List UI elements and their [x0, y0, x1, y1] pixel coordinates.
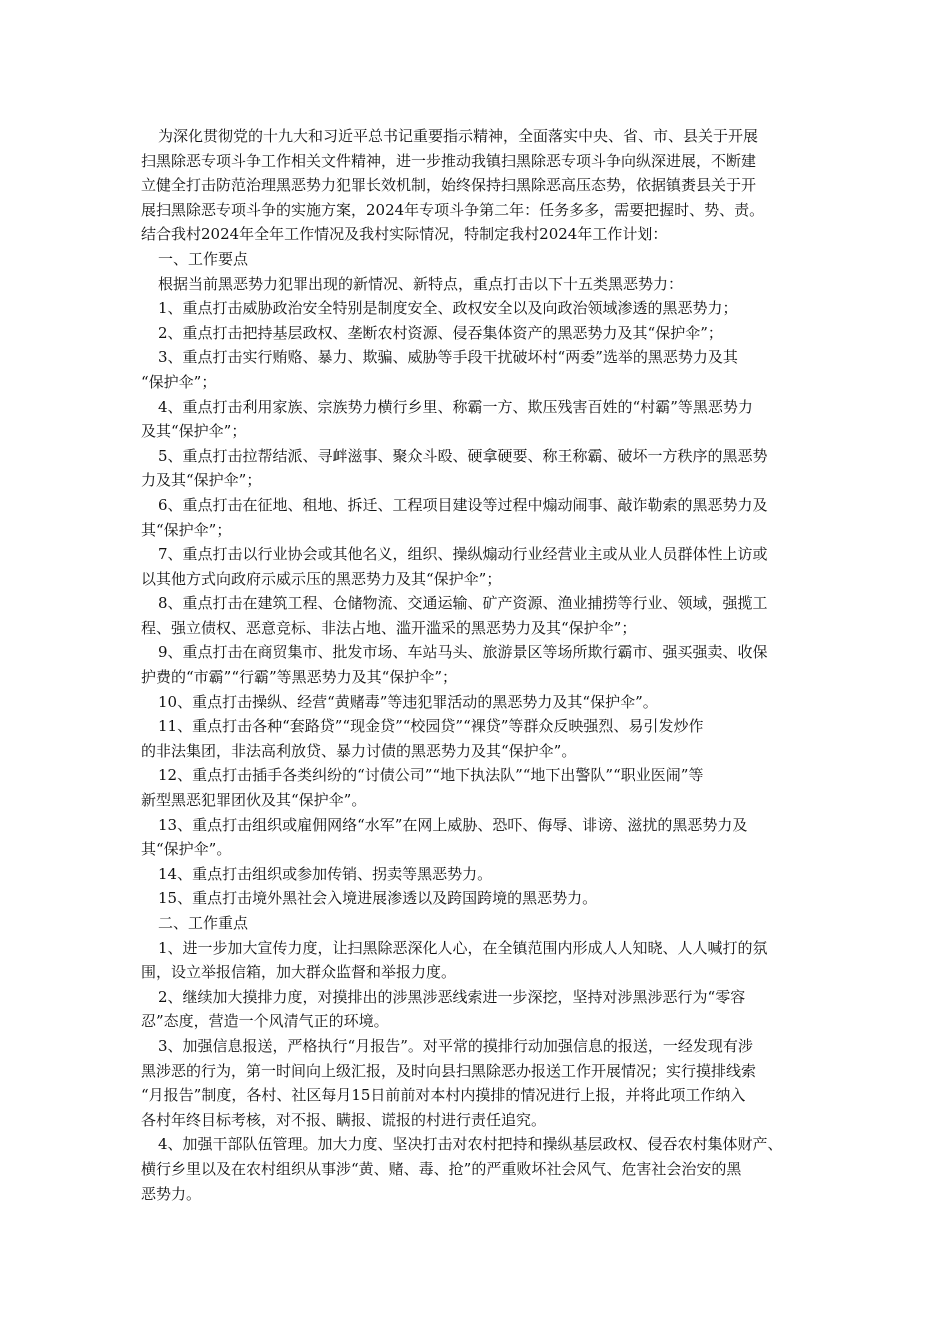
list-item-line: 新型黑恶犯罪团伙及其“保护伞”。 — [141, 791, 367, 810]
list-item-line: 9、重点打击在商贸集市、批发市场、车站马头、旅游景区等场所欺行霸市、强买强卖、收保 — [158, 643, 768, 662]
list-item-line: 10、重点打击操纵、经营“黄赌毒”等违犯罪活动的黑恶势力及其“保护伞”。 — [158, 692, 658, 711]
list-item-line: 5、重点打击拉帮结派、寻衅滋事、聚众斗殴、硬拿硬要、称王称霸、破坏一方秩序的黑恶势 — [158, 446, 768, 465]
list-item-line: 1、进一步加大宣传力度，让扫黑除恶深化人心，在全镇范围内形成人人知晓、人人喊打的氛 — [158, 938, 768, 957]
list-item-line: 及其“保护伞”； — [141, 422, 247, 441]
list-item-line: 14、重点打击组织或参加传销、拐卖等黑恶势力。 — [158, 864, 493, 883]
list-item-line: 4、重点打击利用家族、宗族势力横行乡里、称霸一方、欺压残害百姓的“村霸”等黑恶势力 — [158, 397, 753, 416]
paragraph-line: 根据当前黑恶势力犯罪出现的新情况、新特点，重点打击以下十五类黑恶势力： — [158, 274, 684, 293]
list-item-line: 忍”态度，营造一个风清气正的环境。 — [141, 1012, 389, 1031]
list-item-line: 护费的“市霸”“行霸”等黑恶势力及其“保护伞”； — [141, 668, 458, 687]
list-item-line: 力及其“保护伞”； — [141, 471, 262, 490]
list-item-line: 的非法集团，非法高利放贷、暴力讨债的黑恶势力及其“保护伞”。 — [141, 741, 577, 760]
list-item-line: 其“保护伞”。 — [141, 840, 232, 859]
list-item-line: 6、重点打击在征地、租地、拆迁、工程项目建设等过程中煽动闹事、敲诈勒索的黑恶势力及 — [158, 495, 768, 514]
list-item-line: 12、重点打击插手各类纠纷的“讨债公司”“地下执法队”“地下出警队”“职业医闹”等 — [158, 766, 704, 785]
list-item-line: “月报告”制度，各村、社区每月15日前前对本村内摸排的情况进行上报，并将此项工作纳入 — [141, 1086, 746, 1105]
list-item-line: 4、加强干部队伍管理。加大力度、坚决打击对农村把持和操纵基层政权、侵吞农村集体财产、 — [158, 1135, 783, 1154]
list-item-line: 3、加强信息报送，严格执行“月报告”。对平常的摸排行动加强信息的报送，一经发现有涉 — [158, 1036, 753, 1055]
paragraph-line: 扫黑除恶专项斗争工作相关文件精神，进一步推动我镇扫黑除恶专项斗争向纵深进展，不断建 — [141, 151, 757, 170]
list-item-line: 11、重点打击各种“套路贷”“现金贷”“校园贷”“裸贷”等群众反映强烈、易引发炒作 — [158, 717, 704, 736]
list-item-line: 恶势力。 — [141, 1184, 202, 1203]
paragraph-line: 为深化贯彻党的十九大和习近平总书记重要指示精神，全面落实中央、省、市、县关于开展 — [158, 127, 759, 145]
paragraph-line: 展扫黑除恶专项斗争的实施方案，2024年专项斗争第二年：任务多多，需要把握时、势、责。 — [141, 200, 765, 219]
paragraph-line: 结合我村2024年全年工作情况及我村实际情况，特制定我村2024年工作计划： — [141, 225, 668, 244]
list-item-line: 围，设立举报信箱，加大群众监督和举报力度。 — [141, 963, 457, 982]
list-item-line: 以其他方式向政府示威示压的黑恶势力及其“保护伞”； — [141, 569, 502, 588]
section-heading: 二、工作重点 — [158, 914, 249, 932]
list-item-line: 1、重点打击威胁政治安全特别是制度安全、政权安全以及向政治领域渗透的黑恶势力； — [158, 299, 738, 318]
document-body — [141, 124, 821, 1206]
section-heading: 一、工作要点 — [158, 249, 249, 268]
list-item-line: 黑涉恶的行为，第一时间向上级汇报，及时向县扫黑除恶办报送工作开展情况；实行摸排线索 — [141, 1061, 757, 1080]
list-item-line: 其“保护伞”； — [141, 520, 232, 539]
list-item-line: 13、重点打击组织或雇佣网络“水军”在网上威胁、恐吓、侮辱、诽谤、滋扰的黑恶势力及 — [158, 815, 748, 834]
list-item-line: 15、重点打击境外黑社会入境进展渗透以及跨国跨境的黑恶势力。 — [158, 889, 598, 908]
paragraph-line: 立健全打击防范治理黑恶势力犯罪长效机制，始终保持扫黑除恶高压态势，依据镇赉县关于开 — [141, 176, 757, 195]
list-item-line: 8、重点打击在建筑工程、仓储物流、交通运输、矿产资源、渔业捕捞等行业、领域，强揽工 — [158, 594, 768, 613]
list-item-line: 3、重点打击实行贿赂、暴力、欺骗、威胁等手段干扰破坏村“两委”选举的黑恶势力及其 — [158, 348, 738, 367]
list-item-line: 程、强立债权、恶意竞标、非法占地、滥开滥采的黑恶势力及其“保护伞”； — [141, 618, 637, 637]
list-item-line: 横行乡里以及在农村组织从事涉“黄、赌、毒、抢”的严重败坏社会风气、危害社会治安的黑 — [141, 1159, 742, 1178]
list-item-line: 2、继续加大摸排力度，对摸排出的涉黑涉恶线索进一步深挖，坚持对涉黑涉恶行为“零容 — [158, 987, 746, 1006]
list-item-line: 各村年终目标考核，对不报、瞒报、谎报的村进行责任追究。 — [141, 1110, 547, 1129]
list-item-line: “保护伞”； — [141, 372, 217, 391]
list-item-line: 2、重点打击把持基层政权、垄断农村资源、侵吞集体资产的黑恶势力及其“保护伞”； — [158, 323, 723, 342]
list-item-line: 7、重点打击以行业协会或其他名义，组织、操纵煽动行业经营业主或从业人员群体性上访或 — [158, 545, 768, 564]
